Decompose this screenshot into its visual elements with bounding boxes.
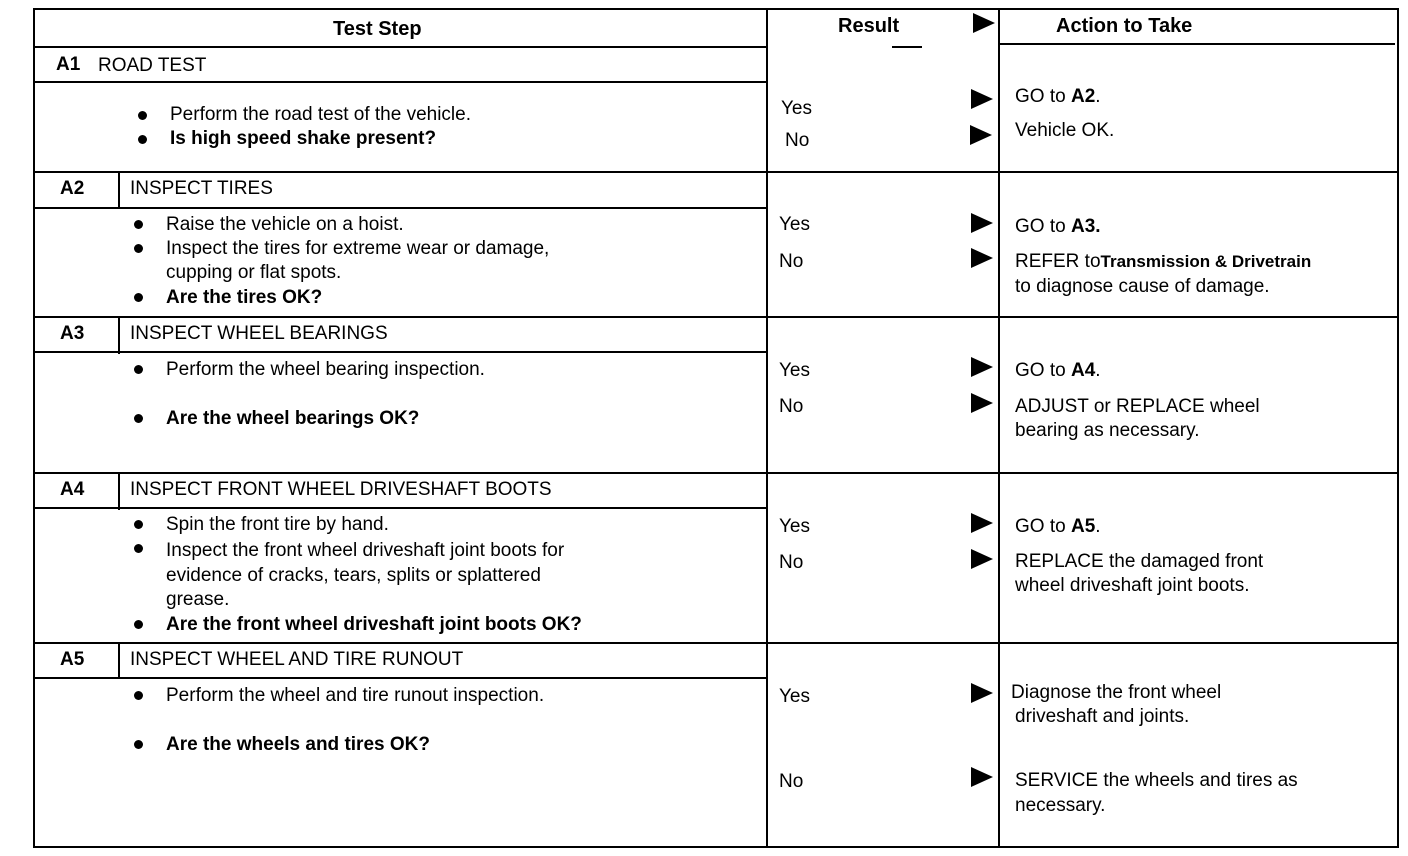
result-header-rule bbox=[892, 46, 922, 48]
a2-bullet-3: Are the tires OK? bbox=[166, 287, 323, 308]
bullet-icon bbox=[134, 620, 143, 629]
a5-id-divider bbox=[118, 643, 120, 679]
result-column-left-border bbox=[766, 8, 768, 848]
bullet-icon bbox=[134, 293, 143, 302]
a4-title-rule bbox=[33, 507, 768, 509]
a4-bullet-2-cont-2: grease. bbox=[166, 589, 230, 610]
a5-bullet-1: Perform the wheel and tire runout inspection. bbox=[166, 685, 545, 706]
bullet-icon bbox=[134, 220, 143, 229]
a1-bottom-rule bbox=[33, 171, 1399, 173]
a5-yes-action-line2: driveshaft and joints. bbox=[1015, 706, 1190, 727]
header-arrow-icon bbox=[973, 13, 995, 33]
a1-bullet-1: Perform the road test of the vehicle. bbox=[170, 104, 471, 125]
a2-title-rule bbox=[33, 207, 768, 209]
a5-no: No bbox=[779, 771, 804, 792]
a4-yes-arrow-icon bbox=[971, 513, 993, 533]
a4-no: No bbox=[779, 552, 804, 573]
a2-no: No bbox=[779, 251, 804, 272]
step-id-a1: A1 bbox=[56, 54, 81, 75]
a2-id-divider bbox=[118, 172, 120, 209]
a4-id-divider bbox=[118, 473, 120, 510]
a3-no: No bbox=[779, 396, 804, 417]
a2-bottom-rule bbox=[33, 316, 1399, 318]
a4-yes: Yes bbox=[779, 516, 810, 537]
bullet-icon bbox=[134, 544, 143, 553]
a5-no-action-line1: SERVICE the wheels and tires as bbox=[1015, 770, 1298, 791]
a3-title-rule bbox=[33, 351, 768, 353]
bullet-icon bbox=[138, 111, 147, 120]
a4-no-action-line1: REPLACE the damaged front bbox=[1015, 551, 1264, 572]
table-top-border bbox=[33, 8, 1399, 10]
action-column-left-border bbox=[998, 8, 1000, 848]
a5-yes-action-line1: Diagnose the front wheel bbox=[1011, 682, 1222, 703]
a4-no-action-line2: wheel driveshaft joint boots. bbox=[1015, 575, 1250, 596]
step-title-a4: INSPECT FRONT WHEEL DRIVESHAFT BOOTS bbox=[130, 479, 552, 500]
step-id-a2: A2 bbox=[60, 178, 85, 199]
table-bottom-border bbox=[33, 846, 1399, 848]
a2-no-action-line2: to diagnose cause of damage. bbox=[1015, 276, 1270, 297]
a3-no-action-line2: bearing as necessary. bbox=[1015, 420, 1200, 441]
a1-yes-arrow-icon bbox=[971, 89, 993, 109]
a2-yes-action bbox=[1015, 215, 1101, 239]
header-action: Action to Take bbox=[1056, 15, 1193, 37]
bullet-icon bbox=[134, 520, 143, 529]
a2-no-action-ref: Transmission & Drivetrain bbox=[1100, 252, 1312, 271]
a4-bullet-2-cont-1: evidence of cracks, tears, splits or splattered bbox=[166, 565, 541, 586]
step-title-a5: INSPECT WHEEL AND TIRE RUNOUT bbox=[130, 649, 464, 670]
bullet-icon bbox=[134, 414, 143, 423]
a1-title-rule bbox=[33, 81, 768, 83]
bullet-icon bbox=[134, 691, 143, 700]
a2-bullet-2-cont: cupping or flat spots. bbox=[166, 262, 342, 283]
header-result: Result bbox=[838, 15, 900, 37]
a3-id-divider bbox=[118, 317, 120, 354]
a1-yes-action-suffix: . bbox=[1095, 86, 1101, 107]
a4-bullet-3: Are the front wheel driveshaft joint boots OK? bbox=[166, 614, 582, 635]
a5-yes: Yes bbox=[779, 686, 810, 707]
a1-no-arrow-icon bbox=[970, 125, 992, 145]
a2-yes: Yes bbox=[779, 214, 810, 235]
a3-yes-arrow-icon bbox=[971, 357, 993, 377]
a2-yes-action-ref: A3. bbox=[1070, 216, 1101, 237]
a2-yes-arrow-icon bbox=[971, 213, 993, 233]
a3-yes-action bbox=[1015, 359, 1101, 383]
bullet-icon bbox=[134, 365, 143, 374]
a3-bottom-rule bbox=[33, 472, 1399, 474]
a1-yes-action-prefix: GO to bbox=[1015, 86, 1071, 107]
a1-yes-action-ref: A2 bbox=[1070, 86, 1096, 107]
a4-yes-action bbox=[1015, 515, 1101, 539]
bullet-icon bbox=[134, 740, 143, 749]
step-id-a3: A3 bbox=[60, 323, 85, 344]
a1-no-action: Vehicle OK. bbox=[1015, 120, 1115, 141]
header-bottom-rule-action bbox=[998, 43, 1395, 45]
a5-no-arrow-icon bbox=[971, 767, 993, 787]
a4-yes-action-suffix: . bbox=[1095, 516, 1101, 537]
a1-yes: Yes bbox=[781, 98, 812, 119]
a3-yes-action-ref: A4 bbox=[1070, 360, 1096, 381]
a5-bullet-2: Are the wheels and tires OK? bbox=[166, 734, 430, 755]
a2-bullet-2: Inspect the tires for extreme wear or damage, bbox=[166, 238, 550, 259]
step-id-a4: A4 bbox=[60, 479, 85, 500]
a4-yes-action-prefix: GO to bbox=[1015, 516, 1071, 537]
bullet-icon bbox=[138, 135, 147, 144]
header-test-step: Test Step bbox=[333, 18, 422, 40]
a3-yes-action-suffix: . bbox=[1095, 360, 1101, 381]
step-title-a3: INSPECT WHEEL BEARINGS bbox=[130, 323, 388, 344]
a4-bullet-2: Inspect the front wheel driveshaft joint boots for bbox=[166, 540, 565, 561]
a4-no-arrow-icon bbox=[971, 549, 993, 569]
table-left-border bbox=[33, 8, 35, 848]
a2-yes-action-prefix: GO to bbox=[1015, 216, 1071, 237]
a3-bullet-1: Perform the wheel bearing inspection. bbox=[166, 359, 485, 380]
a2-no-action bbox=[1015, 250, 1311, 274]
a3-bullet-2: Are the wheel bearings OK? bbox=[166, 408, 420, 429]
step-title-a2: INSPECT TIRES bbox=[130, 178, 273, 199]
a2-bullet-1: Raise the vehicle on a hoist. bbox=[166, 214, 404, 235]
header-bottom-rule bbox=[33, 46, 768, 48]
step-title-a1: ROAD TEST bbox=[98, 55, 207, 76]
a5-title-rule bbox=[33, 677, 768, 679]
bullet-icon bbox=[134, 244, 143, 253]
a4-bullet-1: Spin the front tire by hand. bbox=[166, 514, 389, 535]
a1-bullet-2: Is high speed shake present? bbox=[170, 128, 437, 149]
a3-no-arrow-icon bbox=[971, 393, 993, 413]
step-id-a5: A5 bbox=[60, 649, 85, 670]
a3-yes: Yes bbox=[779, 360, 810, 381]
table-right-border bbox=[1397, 8, 1399, 848]
a5-yes-arrow-icon bbox=[971, 683, 993, 703]
a5-no-action-line2: necessary. bbox=[1015, 795, 1106, 816]
a2-no-arrow-icon bbox=[971, 248, 993, 268]
a4-bottom-rule bbox=[33, 642, 1399, 644]
a1-no: No bbox=[785, 130, 810, 151]
a2-no-action-prefix: REFER to bbox=[1015, 251, 1101, 272]
a1-yes-action bbox=[1015, 85, 1101, 109]
a3-yes-action-prefix: GO to bbox=[1015, 360, 1071, 381]
a3-no-action-line1: ADJUST or REPLACE wheel bbox=[1015, 396, 1260, 417]
a4-yes-action-ref: A5 bbox=[1070, 516, 1096, 537]
